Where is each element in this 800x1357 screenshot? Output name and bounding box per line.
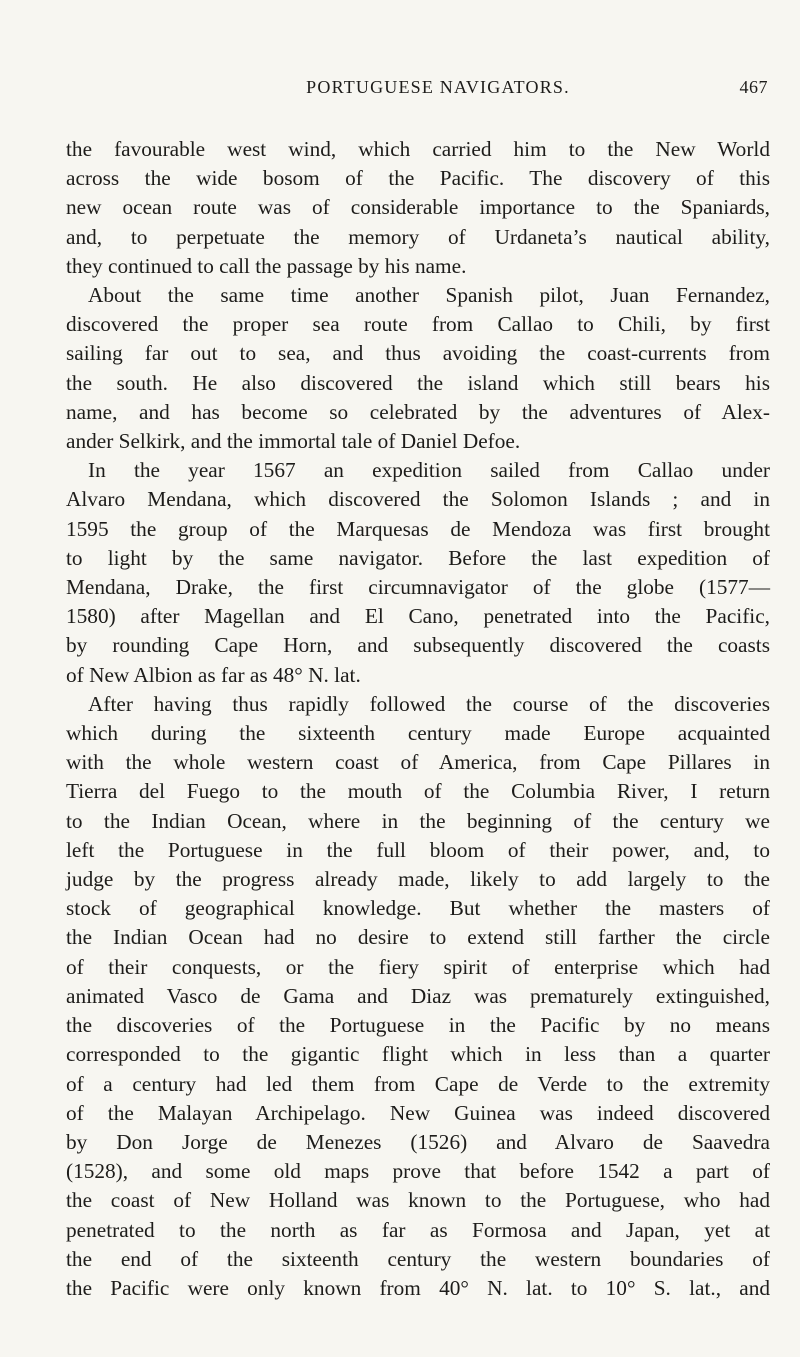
text-line: animated Vasco de Gama and Diaz was prematurely extinguished,	[66, 983, 770, 1008]
text-line: of a century had led them from Cape de Verde to the extremity	[66, 1071, 770, 1096]
text-line: left the Portuguese in the full bloom of their power, and, to	[66, 837, 770, 862]
text-line: stock of geographical knowledge. But whether the masters of	[66, 896, 770, 921]
paragraph	[66, 281, 770, 456]
text-line: of New Albion as far as 48° N. lat.	[66, 662, 361, 687]
text-line: with the whole western coast of America, from Cape Pillares in	[66, 750, 770, 775]
text-line: 1580) after Magellan and El Cano, penetrated into the Pacific,	[66, 604, 770, 629]
text-line: by rounding Cape Horn, and subsequently discovered the coasts	[66, 633, 770, 658]
text-line: Alvaro Mendana, which discovered the Solomon Islands ; and in	[66, 487, 770, 512]
paragraph	[66, 456, 770, 690]
text-line: the Pacific were only known from 40° N. lat. to 10° S. lat., and	[66, 1275, 770, 1300]
text-line: new ocean route was of considerable importance to the Spaniards,	[66, 195, 770, 220]
text-line: In the year 1567 an expedition sailed from Callao under	[88, 458, 770, 483]
text-line: After having thus rapidly followed the course of the discoveries	[88, 691, 770, 716]
text-line: About the same time another Spanish pilot, Juan Fernandez,	[88, 283, 770, 308]
running-head	[68, 77, 768, 101]
paragraph	[66, 690, 770, 1303]
text-line: by Don Jorge de Menezes (1526) and Alvaro de Saavedra	[66, 1129, 770, 1154]
text-line: Mendana, Drake, the first circumnavigator of the globe (1577—	[66, 575, 770, 600]
text-line: the end of the sixteenth century the western boundaries of	[66, 1246, 770, 1271]
running-title: PORTUGUESE NAVIGATORS.	[306, 77, 570, 97]
text-line: penetrated to the north as far as Formosa and Japan, yet at	[66, 1217, 770, 1242]
text-line: of their conquests, or the fiery spirit of enterprise which had	[66, 954, 770, 979]
text-line: across the wide bosom of the Pacific. The discovery of this	[66, 166, 770, 191]
text-line: to light by the same navigator. Before the last expedition of	[66, 545, 770, 570]
text-line: 1595 the group of the Marquesas de Mendoza was first brought	[66, 516, 770, 541]
text-line: the Indian Ocean had no desire to extend still farther the circle	[66, 925, 770, 950]
text-line: the south. He also discovered the island which still bears his	[66, 370, 770, 395]
text-line: to the Indian Ocean, where in the beginning of the century we	[66, 808, 770, 833]
text-line: discovered the proper sea route from Callao to Chili, by first	[66, 312, 770, 337]
text-line: the coast of New Holland was known to the Portuguese, who had	[66, 1188, 770, 1213]
text-line: sailing far out to sea, and thus avoiding the coast-currents from	[66, 341, 770, 366]
page-number: 467	[739, 77, 768, 97]
text-line: name, and has become so celebrated by the adventures of Alex-	[66, 399, 770, 424]
text-line: and, to perpetuate the memory of Urdaneta’s nautical ability,	[66, 224, 770, 249]
text-line: the favourable west wind, which carried him to the New World	[66, 137, 770, 161]
text-line: Tierra del Fuego to the mouth of the Columbia River, I return	[66, 779, 770, 804]
paragraph	[66, 135, 770, 281]
text-line: ander Selkirk, and the immortal tale of Daniel Defoe.	[66, 429, 521, 454]
text-line: they continued to call the passage by his name.	[66, 253, 467, 278]
text-line: which during the sixteenth century made Europe acquainted	[66, 721, 770, 746]
body-text	[66, 135, 770, 1303]
text-line: corresponded to the gigantic flight which in less than a quarter	[66, 1042, 770, 1067]
text-line: of the Malayan Archipelago. New Guinea was indeed discovered	[66, 1100, 770, 1125]
text-line: judge by the progress already made, likely to add largely to the	[66, 867, 770, 892]
text-line: (1528), and some old maps prove that before 1542 a part of	[66, 1159, 770, 1184]
text-line: the discoveries of the Portuguese in the Pacific by no means	[66, 1013, 770, 1038]
